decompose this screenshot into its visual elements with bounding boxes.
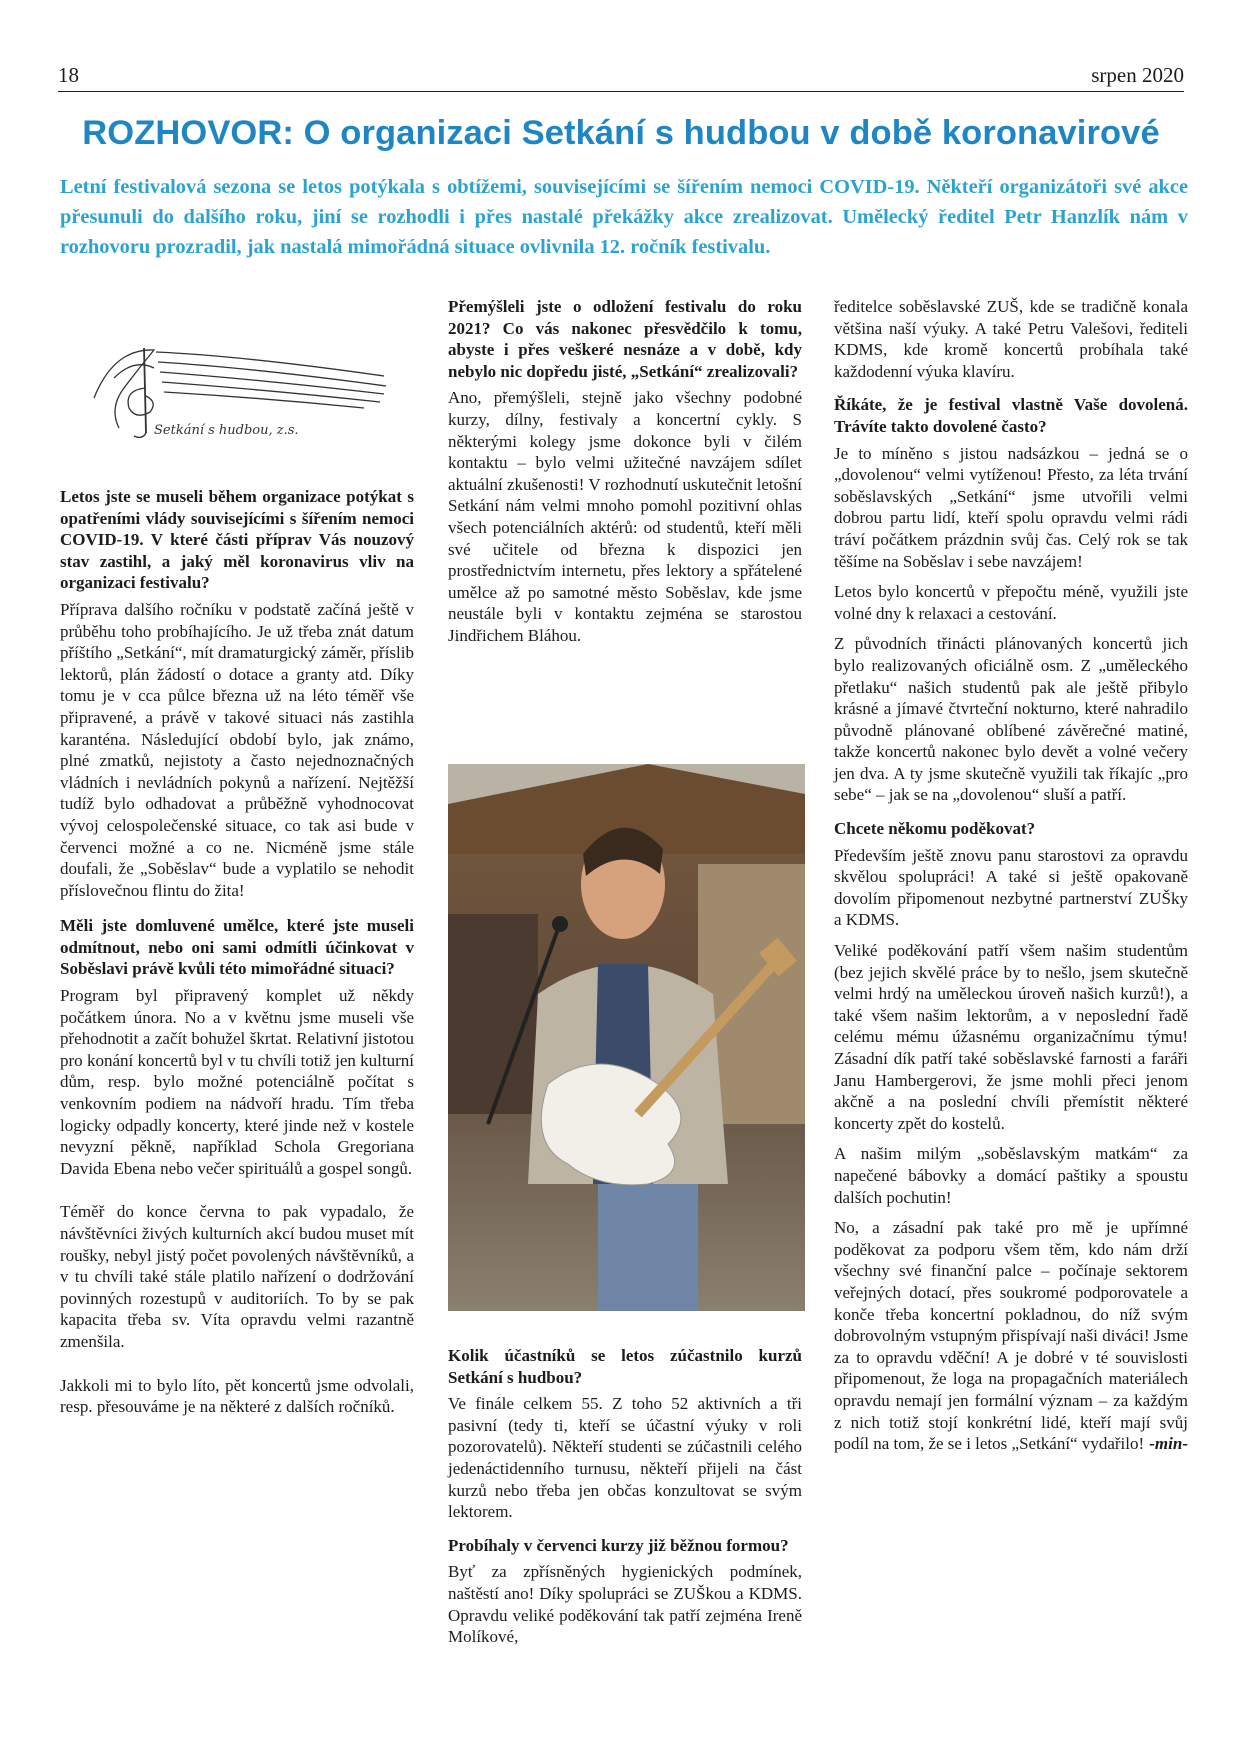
- column-2-lower: [448, 1345, 802, 1657]
- answer-9: Je to míněno s jistou nadsázkou – jedná se o „dovolenou“ velmi vytíženou! Přesto, za léta trvání soběslavských „Setkání“ jsme utvořili velmi dobrou partu lidí, kteří spolu opravdu velmi rádi tráví počátkem prázdnin svůj čas. Celý rok se tak těšíme na Soběslav i sebe navzájem!: [834, 443, 1188, 571]
- answer-14: A našim milým „soběslavským matkám“ za napečené bábovky a domácí paštiky a spoustu dalších pochutin!: [834, 1144, 1188, 1207]
- answer-12: Především ještě znovu panu starostovi za opravdu skvělou spolupráci! A také si ještě opakovaně dovolím připomenout nezbytné partnerství ZUŠky a KDMS.: [834, 845, 1188, 930]
- answer-11: Z původních třinácti plánovaných koncertů jich bylo realizovaných oficiálně osm. Z „uměleckého přetlaku“ našich studentů pak ale ještě přibylo krásné a jímavé čtvrteční nokturno, které nahradilo původně plánované oblíbené závěrečné matiné, takže koncertů nakonec bylo devět a volné večery jen dva. A ty jsme skutečně využili tak říkajíc „pro sebe“ – jak se na „dovolenou“ sluší a patří.: [834, 634, 1188, 805]
- question-2: Měli jste domluvené umělce, které jste museli odmítnout, nebo oni sami odmítli účinkovat v Soběslavi právě kvůli této mimořádné situaci?: [60, 916, 414, 979]
- answer-2: Program byl připravený komplet už někdy počátkem února. No a v květnu jsme museli vše přehodnotit a začít bohužel škrtat. Relativní jistotou pro konání koncertů byl v tu chvíli totiž jen kulturní dům, resp. bylo možné potenciálně počítat s venkovním podiem na nádvoří hradu. Tím třeba logicky odpadly koncerty, které jinde než v kostele nevyzní pěkně, například Schola Gregoriana Davida Ebena nebo večer spirituálů a gospel songů.: [60, 986, 414, 1178]
- answer-5: Ano, přemýšleli, stejně jako všechny podobné kurzy, dílny, festivaly a koncertní cykly. S některými kolegy jsme dokonce byli v čilém kontaktu – bylo velmi užitečné navzájem sdílet aktuální zkušenosti! V rozhodnutí uskutečnit letošní Setkání nám velmi mnoho pomohl pozitivní ohlas všech potenciálních aktérů: od studentů, kteří měli své učitele od března k dispozici jen prostřednictvím internetu, přes lektory a spřátelené umělce až po samotné město Soběslav, kde jsme neustále byli v kontaktu zejména se starostou Jindřichem Bláhou.: [448, 388, 802, 645]
- column-2: [448, 296, 802, 656]
- answer-15: [834, 1217, 1188, 1455]
- question-7: Chcete někomu poděkovat?: [834, 819, 1036, 839]
- question-3: Přemýšleli jste o odložení festivalu do roku 2021? Co vás nakonec přesvědčilo k tomu, abyste i přes veškeré nesnáze a v době, kdy nebylo nic dopředu jisté, „Setkání“ zrealizovali?: [448, 297, 802, 381]
- author-signature: -min-: [1149, 1434, 1188, 1454]
- page-number: 18: [58, 63, 79, 87]
- issue-date: srpen 2020: [1091, 63, 1184, 87]
- answer-10: Letos bylo koncertů v přepočtu méně, využili jste volné dny k relaxaci a cestování.: [834, 582, 1188, 623]
- column-1: [60, 486, 414, 1427]
- answer-3: Téměř do konce června to pak vypadalo, že návštěvníci živých kulturních akcí budou muset mít roušky, nebyl jistý počet povolených návštěvníků, a v tu chvíli také stále platilo nařízení o dodržování povinných rozestupů v auditoriích. To by se pak kapacita třeba sv. Víta opravdu velmi razantně zmenšila.: [60, 1202, 414, 1351]
- treble-clef-logo-icon: [84, 328, 394, 446]
- answer-4: Jakkoli mi to bylo líto, pět koncertů jsme odvolali, resp. přesouváme je na některé z dalších ročníků.: [60, 1375, 414, 1417]
- column-3: [834, 296, 1188, 1464]
- answer-15-text: No, a zásadní pak také pro mě je upřímné poděkovat za podporu všem těm, kdo nám drží všechny své finanční palce – počínaje sektorem veřejných dotací, přes soukromé podporovatele a konče třeba koncertní pokladnou, do níž svým dobrovolným vstupným přispívají naši diváci! Jsme za to opravdu vděční! A je dobré v té souvislosti připomenout, že loga na propagačních materiálech opravdu nemají jen formální význam – za každým z nich totiž stojí konkrétní lidé, kteří mají svůj podíl na tom, že se i letos „Setkání“ vydařilo!: [834, 1218, 1188, 1454]
- question-1: Letos jste se museli během organizace potýkat s opatřeními vlády souvisejícími s šířením nemoci COVID-19. V které části příprav Vás nouzový stav zastihl, a jaký měl koronavirus vliv na organizaci festivalu?: [60, 487, 414, 593]
- svg-text:Setkání s hudbou, z.s.: Setkání s hudbou, z.s.: [154, 423, 299, 438]
- question-5: Probíhaly v červenci kurzy již běžnou formou?: [448, 1535, 789, 1555]
- question-6: Říkáte, že je festival vlastně Vaše dovolená. Trávíte takto dovolené často?: [834, 395, 1188, 436]
- answer-7: Byť za zpřísněných hygienických podmínek, naštěstí ano! Díky spolupráci se ZUŠkou a KDMS. Opravdu veliké poděkování tak patří zejména Ireně Molíkové,: [448, 1562, 802, 1647]
- page-header: [58, 58, 1184, 92]
- guitarist-photo: [448, 764, 805, 1311]
- article-title: ROZHOVOR: O organizaci Setkání s hudbou v době koronavirové: [82, 114, 1160, 152]
- question-4: Kolik účastníků se letos zúčastnilo kurzů Setkání s hudbou?: [448, 1346, 802, 1387]
- answer-6: Ve finále celkem 55. Z toho 52 aktivních a tři pasivní (tedy ti, kteří se účastní výuky v roli pozorovatelů). Někteří studenti se zúčastnili celého jedenáctidenního turnusu, někteří přijeli na část kurzů nebo třeba jen občas konzultovat se svým lektorem.: [448, 1394, 802, 1522]
- festival-logo: [84, 328, 394, 446]
- answer-13: Veliké poděkování patří všem našim studentům (bez jejich skvělé práce by to nešlo, jsem skutečně velmi hrdý na uměleckou úroveň našich kurzů!), a také všem našim lektorům, a v neposlední řadě celému mému úžasnému organizačnímu týmu! Zásadní dík patří také soběslavské farnosti a faráři Janu Hambergerovi, že jsme mohli přeci jenom akčně a na poslední chvíli přemístit některé koncerty zpět do kostelů.: [834, 941, 1188, 1133]
- answer-8: ředitelce soběslavské ZUŠ, kde se tradičně konala většina naší výuky. A také Petru Valešovi, řediteli KDMS, kde kromě koncertů probíhala také každodenní výuka klavíru.: [834, 297, 1188, 381]
- answer-1: Příprava dalšího ročníku v podstatě začíná ještě v průběhu toho probíhajícího. Je už třeba znát datum příštího „Setkání“, mít dramaturgický záměr, příslib lektorů, plán žádostí o dotace a granty atd. Díky tomu je v cca půlce března už na léto téměř vše připravené, a právě v takové situaci nás zastihla karanténa. Následující období bylo, jak známo, plné zmatků, nejistoty a často nejednoznačných vládních i nevládních pokynů a nařízení. Nejtěžší tudíž bylo odhadovat a průběžně vyhodnocovat vývoj celospolečenské situace, co tak asi bude v červenci možné a co ne. Nicméně jsme stále doufali, že „Soběslav“ bude a vyplatilo se nehodit příslovečnou flintu do žita!: [60, 599, 414, 900]
- article-lead: Letní festivalová sezona se letos potýkala s obtížemi, souvisejícími se šířením nemoci COVID-19. Někteří organizátoři své akce přesunuli do dalšího roku, jiní se rozhodli i přes nastalé překážky akce zrealizovat. Umělecký ředitel Petr Hanzlík nám v rozhovoru prozradil, jak nastalá mimořádná situace ovlivnila 12. ročník festivalu.: [60, 176, 1188, 258]
